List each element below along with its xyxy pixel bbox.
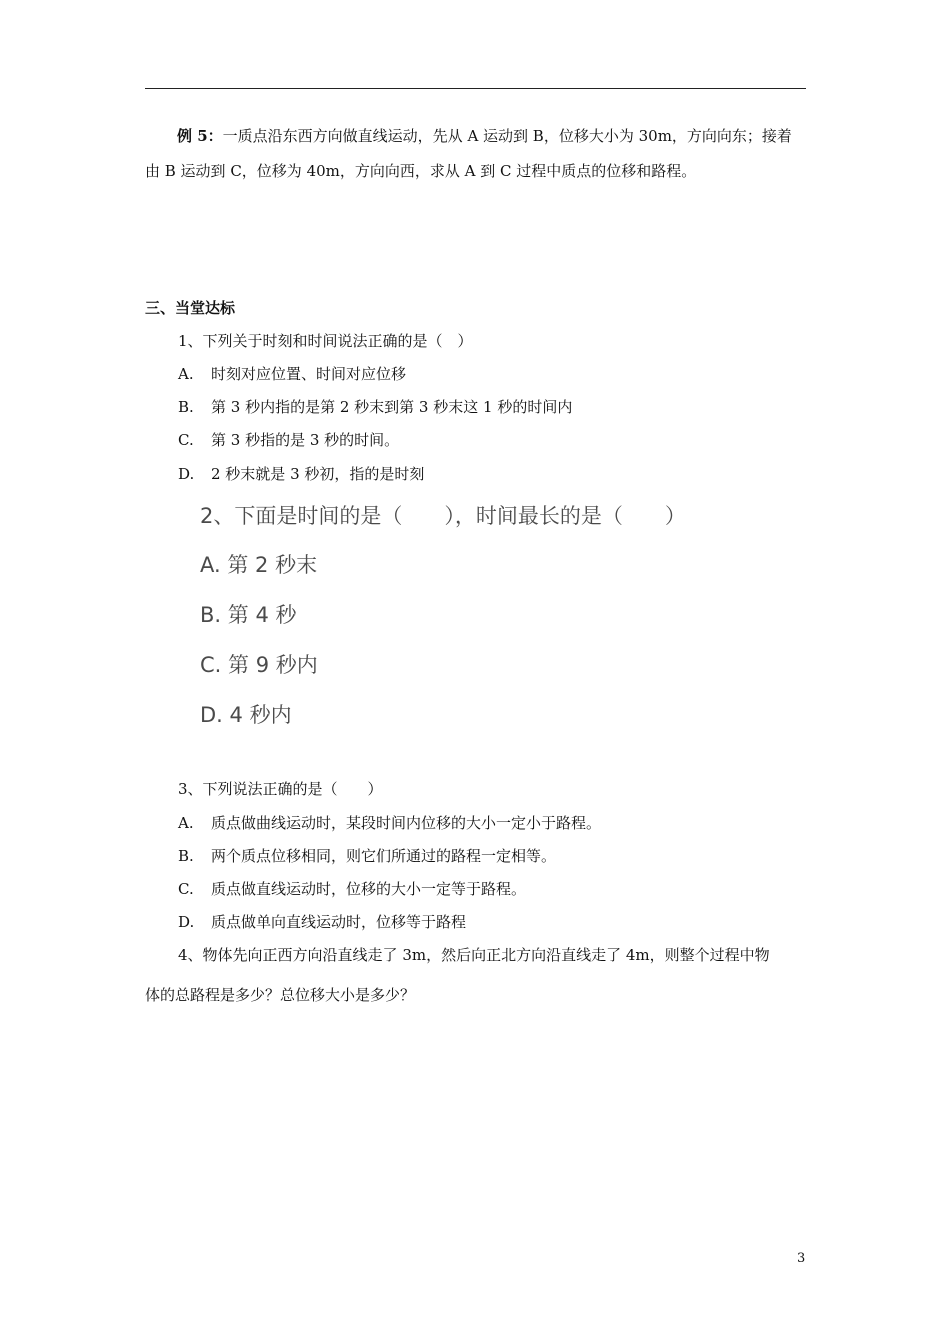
- option-letter: B.: [178, 847, 194, 865]
- option-letter: A.: [200, 553, 221, 577]
- option-text: 时刻对应位置、时间对应位移: [211, 365, 407, 383]
- option-text: 4 秒内: [229, 703, 292, 727]
- option-letter: C.: [200, 653, 222, 677]
- q2-option-b: [200, 602, 297, 628]
- option-text: 质点做曲线运动时，某段时间内位移的大小一定小于路程。: [211, 814, 602, 832]
- q1-stem: 1、下列关于时刻和时间说法正确的是（ ）: [178, 332, 473, 350]
- q2-option-d: [200, 702, 292, 728]
- option-text: 第 9 秒内: [228, 653, 318, 677]
- option-letter: B.: [200, 603, 222, 627]
- option-letter: A.: [178, 365, 194, 383]
- header-rule: [145, 88, 806, 89]
- q4-line-1: 4、物体先向正西方向沿直线走了 3m，然后向正北方向沿直线走了 4m，则整个过程中物: [178, 946, 770, 964]
- page-number: 3: [797, 1251, 806, 1266]
- example-5-label: 例 5：: [177, 127, 223, 145]
- q4-line-2: 体的总路程是多少？总位移大小是多少？: [145, 986, 416, 1004]
- option-letter: D.: [178, 913, 195, 931]
- q3-option-d: [178, 912, 466, 932]
- q2-option-a: [200, 552, 317, 578]
- q3-stem: 3、下列说法正确的是（ ）: [178, 780, 383, 798]
- option-letter: B.: [178, 398, 194, 416]
- q3-option-c: [178, 879, 526, 899]
- option-text: 第 2 秒末: [227, 553, 318, 577]
- option-letter: C.: [178, 431, 194, 449]
- option-letter: A.: [178, 814, 194, 832]
- q1-option-a: [178, 364, 406, 384]
- q2-option-c: [200, 652, 318, 678]
- q1-option-d: [178, 464, 424, 484]
- q3-option-a: [178, 813, 601, 833]
- q2-stem: 2、下面是时间的是（ ），时间最长的是（ ）: [200, 504, 686, 528]
- option-text: 两个质点位移相同，则它们所通过的路程一定相等。: [211, 847, 557, 865]
- option-text: 第 3 秒内指的是第 2 秒末到第 3 秒末这 1 秒的时间内: [211, 398, 573, 416]
- example-5: [145, 119, 806, 189]
- option-text: 2 秒末就是 3 秒初，指的是时刻: [211, 465, 425, 483]
- q1-option-c: [178, 430, 399, 450]
- option-letter: D.: [200, 703, 223, 727]
- q1-option-b: [178, 397, 572, 417]
- option-text: 质点做直线运动时，位移的大小一定等于路程。: [211, 880, 527, 898]
- q3-option-b: [178, 846, 556, 866]
- option-text: 第 3 秒指的是 3 秒的时间。: [211, 431, 400, 449]
- option-text: 质点做单向直线运动时，位移等于路程: [211, 913, 467, 931]
- option-letter: C.: [178, 880, 194, 898]
- example-5-text: 一质点沿东西方向做直线运动，先从 A 运动到 B，位移大小为 30m，方向向东；接着由 B 运动到 C，位移为 40m，方向向西，求从 A 到 C 过程中质点的位移和路程。: [145, 127, 792, 180]
- section-title: 三、当堂达标: [145, 299, 236, 317]
- option-text: 第 4 秒: [227, 603, 297, 627]
- option-letter: D.: [178, 465, 195, 483]
